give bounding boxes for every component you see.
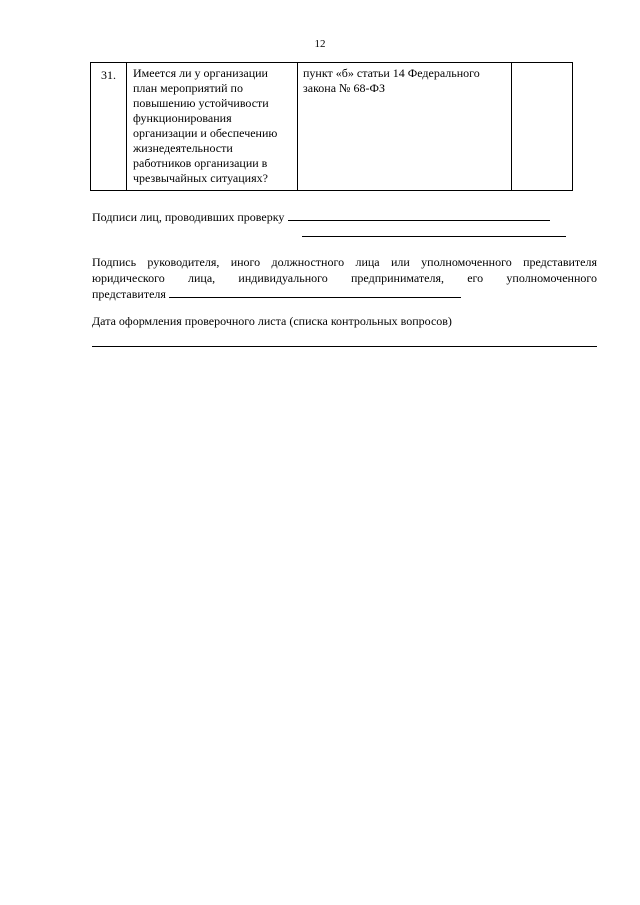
reference-cell	[298, 63, 512, 191]
question-line: чрезвычайных ситуациях?	[133, 171, 268, 185]
inspectors-signature-line	[288, 209, 550, 221]
row-number: 31.	[91, 63, 127, 191]
question-line: Имеется ли у организации	[133, 66, 268, 80]
date-label: Дата оформления проверочного листа (списка контрольных вопросов)	[92, 314, 452, 328]
question-line: функционирования	[133, 111, 232, 125]
reference-line: пункт «б» статьи 14 Федерального	[303, 66, 480, 80]
answer-cell	[512, 63, 573, 191]
date-line	[92, 346, 597, 347]
reference-line: закона № 68-ФЗ	[303, 81, 385, 95]
question-cell	[127, 63, 298, 191]
question-line: повышению устойчивости	[133, 96, 269, 110]
representative-signature-line	[169, 286, 461, 298]
question-line: жизнедеятельности	[133, 141, 233, 155]
representative-signature	[92, 286, 461, 302]
question-line: организации и обеспечению	[133, 126, 278, 140]
question-line: план мероприятий по	[133, 81, 243, 95]
representative-signature-text: Подпись руководителя, иного должностного лица или уполномоченного представителя юридического лица, индивидуального предпринимателя, его уполномоченного	[92, 255, 597, 285]
inspectors-label: Подписи лиц, проводивших проверку	[92, 210, 285, 224]
representative-label: представителя	[92, 287, 166, 301]
inspectors-signature	[92, 209, 550, 225]
page-number: 12	[314, 38, 326, 50]
checklist-table	[90, 62, 573, 191]
inspectors-signature-line-2	[302, 236, 566, 237]
table-row	[91, 63, 573, 191]
question-line: работников организации в	[133, 156, 268, 170]
